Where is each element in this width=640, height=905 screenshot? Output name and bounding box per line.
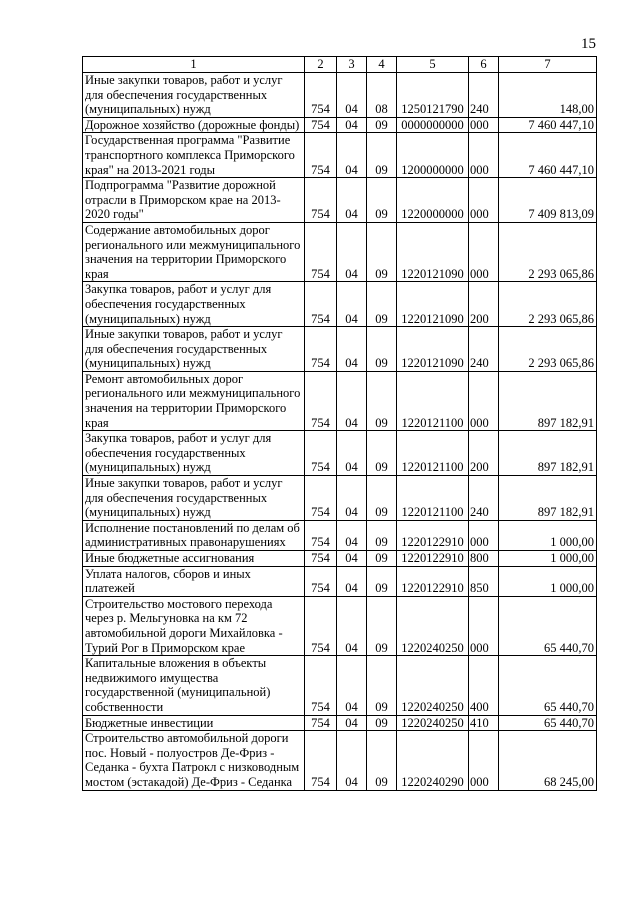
cell-grbs: 754 <box>305 656 337 715</box>
cell-subsection: 08 <box>367 73 397 118</box>
cell-subsection: 09 <box>367 327 397 372</box>
cell-grbs: 754 <box>305 731 337 790</box>
cell-expense-type: 000 <box>469 371 499 430</box>
table-row <box>83 133 597 178</box>
cell-grbs: 754 <box>305 431 337 476</box>
cell-name: Бюджетные инвестиции <box>83 715 305 731</box>
cell-section: 04 <box>337 178 367 223</box>
cell-amount: 148,00 <box>499 73 597 118</box>
cell-grbs: 754 <box>305 596 337 655</box>
table-row <box>83 222 597 281</box>
table-row <box>83 282 597 327</box>
table-row <box>83 520 597 550</box>
cell-target-article: 1220122910 <box>397 520 469 550</box>
table-row <box>83 178 597 223</box>
cell-target-article: 1220122910 <box>397 551 469 567</box>
cell-amount: 2 293 065,86 <box>499 222 597 281</box>
cell-name: Подпрограмма "Развитие дорожной отрасли в Приморском крае на 2013-2020 годы" <box>83 178 305 223</box>
cell-subsection: 09 <box>367 656 397 715</box>
cell-amount: 1 000,00 <box>499 520 597 550</box>
cell-name: Исполнение постановлений по делам об административных правонарушениях <box>83 520 305 550</box>
cell-expense-type: 400 <box>469 656 499 715</box>
cell-subsection: 09 <box>367 566 397 596</box>
cell-name: Дорожное хозяйство (дорожные фонды) <box>83 117 305 133</box>
cell-amount: 7 460 447,10 <box>499 117 597 133</box>
cell-target-article: 1220240250 <box>397 656 469 715</box>
table-row <box>83 731 597 790</box>
cell-section: 04 <box>337 431 367 476</box>
table-row <box>83 327 597 372</box>
cell-amount: 65 440,70 <box>499 715 597 731</box>
cell-name: Иные закупки товаров, работ и услуг для обеспечения государственных (муниципальных) нужд <box>83 73 305 118</box>
cell-subsection: 09 <box>367 371 397 430</box>
page-number: 15 <box>581 36 596 52</box>
cell-name: Иные бюджетные ассигнования <box>83 551 305 567</box>
cell-name: Ремонт автомобильных дорог регионального или межмуниципального значения на территории Приморского края <box>83 371 305 430</box>
table-row <box>83 117 597 133</box>
cell-section: 04 <box>337 566 367 596</box>
cell-expense-type: 800 <box>469 551 499 567</box>
cell-name: Содержание автомобильных дорог регионального или межмуниципального значения на территории Приморского края <box>83 222 305 281</box>
cell-name: Иные закупки товаров, работ и услуг для обеспечения государственных (муниципальных) нужд <box>83 327 305 372</box>
cell-expense-type: 000 <box>469 596 499 655</box>
cell-grbs: 754 <box>305 133 337 178</box>
cell-subsection: 09 <box>367 133 397 178</box>
table-row <box>83 566 597 596</box>
cell-section: 04 <box>337 476 367 521</box>
cell-grbs: 754 <box>305 222 337 281</box>
header-cell: 2 <box>305 57 337 73</box>
cell-name: Строительство мостового перехода через р. Мельгуновка на км 72 автомобильной дороги Михайловка - Турий Рог в Приморском крае <box>83 596 305 655</box>
header-cell: 5 <box>397 57 469 73</box>
cell-section: 04 <box>337 282 367 327</box>
cell-section: 04 <box>337 715 367 731</box>
header-row <box>83 57 597 73</box>
cell-name: Государственная программа "Развитие транспортного комплекса Приморского края" на 2013-2021 годы <box>83 133 305 178</box>
cell-amount: 68 245,00 <box>499 731 597 790</box>
cell-target-article: 1220121090 <box>397 282 469 327</box>
table-row <box>83 551 597 567</box>
cell-target-article: 0000000000 <box>397 117 469 133</box>
cell-target-article: 1220240250 <box>397 596 469 655</box>
table-row <box>83 431 597 476</box>
cell-subsection: 09 <box>367 431 397 476</box>
cell-target-article: 1220121090 <box>397 222 469 281</box>
cell-grbs: 754 <box>305 327 337 372</box>
cell-grbs: 754 <box>305 117 337 133</box>
cell-subsection: 09 <box>367 715 397 731</box>
cell-amount: 1 000,00 <box>499 566 597 596</box>
cell-expense-type: 000 <box>469 520 499 550</box>
cell-grbs: 754 <box>305 566 337 596</box>
cell-name: Иные закупки товаров, работ и услуг для обеспечения государственных (муниципальных) нужд <box>83 476 305 521</box>
header-cell: 3 <box>337 57 367 73</box>
table-row <box>83 596 597 655</box>
table-row <box>83 715 597 731</box>
header-cell: 6 <box>469 57 499 73</box>
cell-expense-type: 240 <box>469 327 499 372</box>
cell-subsection: 09 <box>367 476 397 521</box>
cell-grbs: 754 <box>305 73 337 118</box>
cell-subsection: 09 <box>367 551 397 567</box>
table-row <box>83 656 597 715</box>
cell-expense-type: 240 <box>469 73 499 118</box>
cell-section: 04 <box>337 133 367 178</box>
header-cell: 1 <box>83 57 305 73</box>
cell-section: 04 <box>337 327 367 372</box>
cell-section: 04 <box>337 520 367 550</box>
cell-grbs: 754 <box>305 371 337 430</box>
cell-section: 04 <box>337 371 367 430</box>
cell-name: Закупка товаров, работ и услуг для обеспечения государственных (муниципальных) нужд <box>83 431 305 476</box>
header-cell: 4 <box>367 57 397 73</box>
cell-grbs: 754 <box>305 476 337 521</box>
cell-expense-type: 000 <box>469 178 499 223</box>
cell-amount: 2 293 065,86 <box>499 282 597 327</box>
cell-target-article: 1220000000 <box>397 178 469 223</box>
cell-grbs: 754 <box>305 282 337 327</box>
cell-name: Закупка товаров, работ и услуг для обеспечения государственных (муниципальных) нужд <box>83 282 305 327</box>
cell-section: 04 <box>337 117 367 133</box>
cell-amount: 897 182,91 <box>499 431 597 476</box>
cell-expense-type: 000 <box>469 133 499 178</box>
cell-expense-type: 000 <box>469 222 499 281</box>
cell-amount: 1 000,00 <box>499 551 597 567</box>
cell-amount: 897 182,91 <box>499 476 597 521</box>
cell-amount: 2 293 065,86 <box>499 327 597 372</box>
cell-target-article: 1220121090 <box>397 327 469 372</box>
cell-amount: 7 460 447,10 <box>499 133 597 178</box>
cell-target-article: 1220121100 <box>397 431 469 476</box>
cell-section: 04 <box>337 596 367 655</box>
cell-expense-type: 850 <box>469 566 499 596</box>
cell-subsection: 09 <box>367 731 397 790</box>
cell-target-article: 1200000000 <box>397 133 469 178</box>
cell-subsection: 09 <box>367 178 397 223</box>
cell-name: Строительство автомобильной дороги пос. Новый - полуостров Де-Фриз - Седанка - бухта Патрокл с низководным мостом (эстакадой) Де-Фриз - Седанка <box>83 731 305 790</box>
table-row <box>83 476 597 521</box>
cell-grbs: 754 <box>305 520 337 550</box>
table-body <box>83 73 597 791</box>
cell-subsection: 09 <box>367 222 397 281</box>
cell-grbs: 754 <box>305 551 337 567</box>
cell-amount: 65 440,70 <box>499 656 597 715</box>
cell-target-article: 1220121100 <box>397 371 469 430</box>
header-cell: 7 <box>499 57 597 73</box>
cell-subsection: 09 <box>367 282 397 327</box>
cell-section: 04 <box>337 222 367 281</box>
cell-subsection: 09 <box>367 520 397 550</box>
cell-amount: 7 409 813,09 <box>499 178 597 223</box>
cell-expense-type: 200 <box>469 431 499 476</box>
cell-subsection: 09 <box>367 596 397 655</box>
cell-name: Уплата налогов, сборов и иных платежей <box>83 566 305 596</box>
cell-grbs: 754 <box>305 178 337 223</box>
cell-target-article: 1220240290 <box>397 731 469 790</box>
cell-name: Капитальные вложения в объекты недвижимого имущества государственной (муниципальной) собственности <box>83 656 305 715</box>
cell-target-article: 1250121790 <box>397 73 469 118</box>
cell-grbs: 754 <box>305 715 337 731</box>
cell-amount: 65 440,70 <box>499 596 597 655</box>
cell-expense-type: 200 <box>469 282 499 327</box>
table-row <box>83 73 597 118</box>
table-row <box>83 371 597 430</box>
cell-expense-type: 410 <box>469 715 499 731</box>
cell-section: 04 <box>337 551 367 567</box>
budget-table <box>82 56 597 791</box>
cell-amount: 897 182,91 <box>499 371 597 430</box>
cell-section: 04 <box>337 73 367 118</box>
cell-section: 04 <box>337 731 367 790</box>
cell-expense-type: 000 <box>469 731 499 790</box>
cell-expense-type: 000 <box>469 117 499 133</box>
cell-target-article: 1220240250 <box>397 715 469 731</box>
cell-subsection: 09 <box>367 117 397 133</box>
cell-target-article: 1220121100 <box>397 476 469 521</box>
cell-expense-type: 240 <box>469 476 499 521</box>
cell-target-article: 1220122910 <box>397 566 469 596</box>
cell-section: 04 <box>337 656 367 715</box>
